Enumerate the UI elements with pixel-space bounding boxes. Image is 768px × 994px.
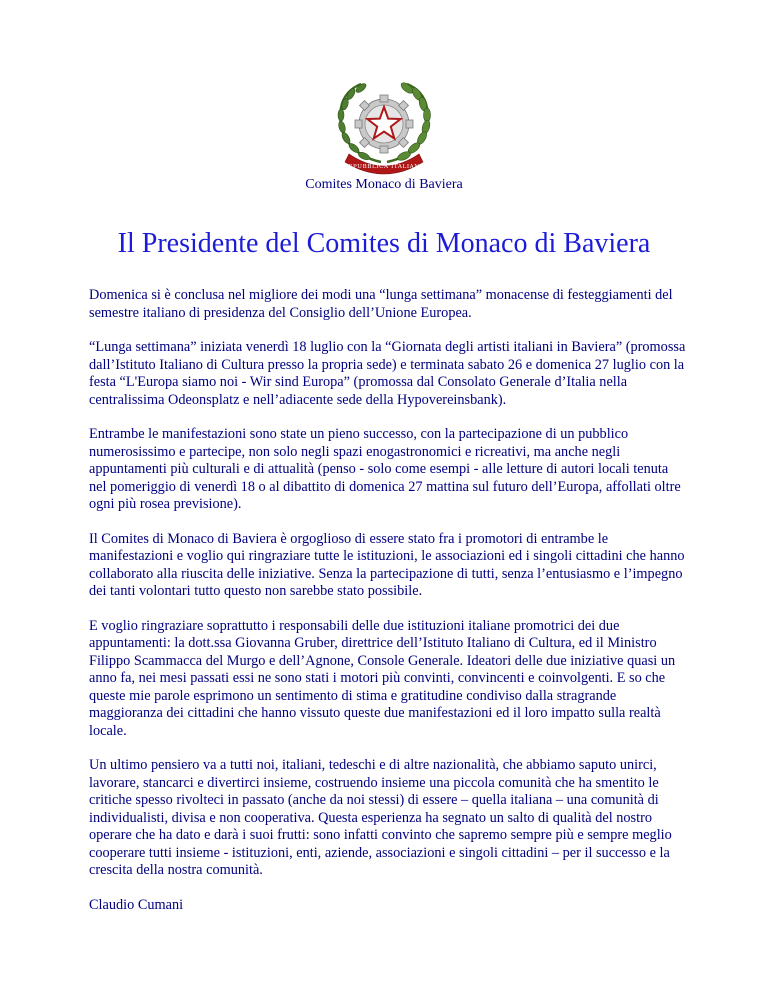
paragraph-3: Entrambe le manifestazioni sono state un pieno successo, con la partecipazione di un pubblico numerosissimo e partecipe, non solo negli spazi enogastronomici e ricreativi, ma anche negli appuntamenti più culturali e di attualità (penso - solo come esempi - alle letture di autori locali tenuta nel pomeriggio di venerdì 18 o al dibattito di domenica 27 mattina sul futuro dell’Europa, affollati oltre ogni più rosea previsione). bbox=[89, 426, 681, 512]
svg-text:REPUBBLICA ITALIANA: REPUBBLICA ITALIANA bbox=[343, 164, 425, 170]
page-title: Il Presidente del Comites di Monaco di Baviera bbox=[117, 228, 651, 259]
paragraph-6: Un ultimo pensiero va a tutti noi, italiani, tedeschi e di altre nazionalità, che abbiamo saputo unirci, lavorare, stancarci e divertirci insieme, costruendo insieme una piccola comunità che ha smentito le critiche spesso rivolteci in passato (anche da noi stessi) di essere – quella italiana – una comunità di individualisti, divisa e non cooperativa. Questa esperienza ha segnato un salto di qualità del nostro operare che ha dato e darà i suoi frutti: sono infatti convinto che sapremo sempre più e sempre meglio cooperare tutti insieme - istituzioni, enti, aziende, associazioni e singoli cittadini – per il successo e la crescita della nostra comunità. bbox=[89, 757, 672, 878]
letter-body bbox=[89, 287, 689, 931]
paragraph-1: Domenica si è conclusa nel migliore dei modi una “lunga settimana” monacense di festeggiamenti del semestre italiano di presidenza del Consiglio dell’Unione Europea. bbox=[89, 287, 673, 321]
paragraph-2: “Lunga settimana” iniziata venerdì 18 luglio con la “Giornata degli artisti italiani in Baviera” (promossa dall’Istituto Italiano di Cultura presso la propria sede) e terminata sabato 26 e domenica 27 luglio con la festa “L'Europa siamo noi - Wir sind Europa” (promossa dal Consolato Generale d’Italia nella centralissima Odeonsplatz e nell’adiacente sede della Hypovereinsbank). bbox=[89, 339, 686, 408]
repubblica-italiana-emblem-icon bbox=[331, 78, 437, 178]
paragraph-5: E voglio ringraziare soprattutto i responsabili delle due istituzioni italiane promotrici dei due appuntamenti: la dott.ssa Giovanna Gruber, direttrice dell’Istituto Italiano di Cultura, ed il Ministro Filippo Scammacca del Murgo e dell’Agnone, Console Generale. Ideatori delle due iniziative quasi un anno fa, nei mesi passati essi ne sono stati i motori più convinti, convincenti e coinvolgenti. E so che queste mie parole esprimono un sentimento di stima e gratitudine condiviso dalla stragrande maggioranza dei cittadini che hanno vissuto queste due manifestazioni ed il loro impatto sulla realtà locale. bbox=[89, 617, 676, 739]
paragraph-4: Il Comites di Monaco di Baviera è orgoglioso di essere stato fra i promotori di entrambe le manifestazioni e voglio qui ringraziare tutte le istituzioni, le associazioni ed i singoli cittadini che hanno collaborato alla riuscita delle iniziative. Senza la partecipazione di tutti, senza l’entusiasmo e l’impegno dei tanti volontari tutto questo non sarebbe stato possibile. bbox=[89, 530, 685, 599]
signature: Claudio Cumani bbox=[89, 896, 184, 913]
organization-name: Comites Monaco di Baviera bbox=[305, 177, 463, 192]
